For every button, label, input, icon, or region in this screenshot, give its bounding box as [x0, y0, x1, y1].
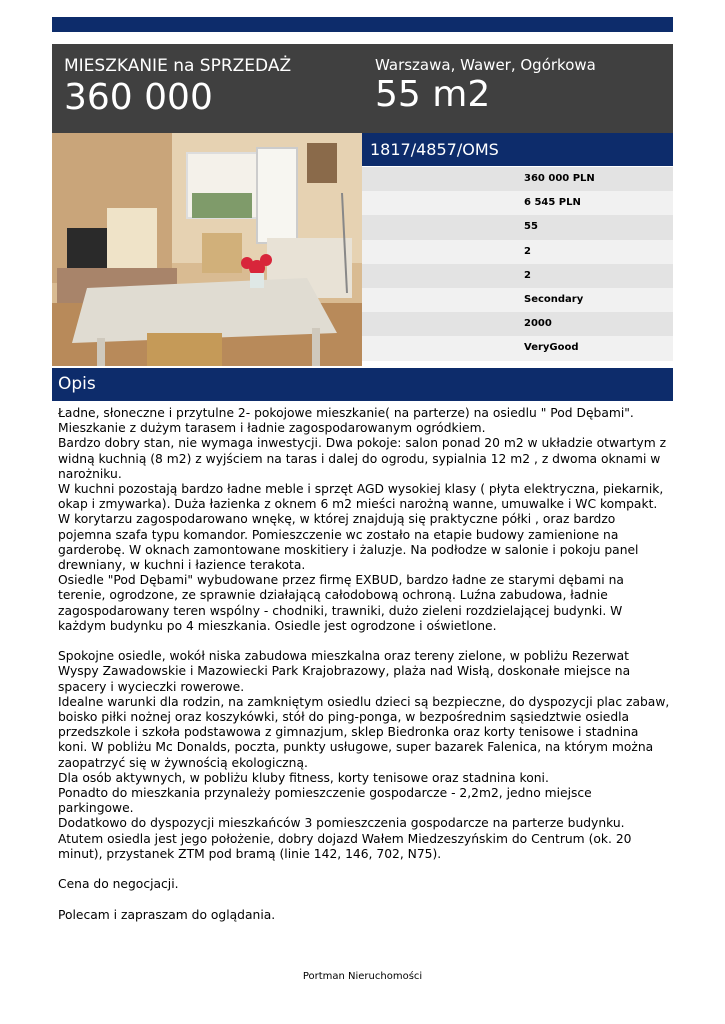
description-heading: Opis — [58, 374, 96, 394]
details-row — [362, 240, 673, 264]
description-line: Dla osób aktywnych, w pobliżu kluby fitness, korty tenisowe oraz stadnina koni. — [58, 770, 549, 785]
description-line: Bardzo dobry stan, nie wymaga inwestycji. Dwa pokoje: salon ponad 20 m2 w układzie otwartym z — [58, 436, 667, 451]
description-text — [58, 406, 670, 923]
description-line: przedszkole i szkoła podstawowa z gimnazjum, sklep Biedronka oraz korty tenisowe i stadnina — [58, 725, 639, 740]
listing-location: Warszawa, Wawer, Ogórkowa — [375, 56, 596, 74]
footer-agency: Portman Nieruchomości — [302, 971, 423, 982]
paragraph-gap — [58, 634, 670, 649]
listing-header — [52, 44, 673, 133]
description-line: terenie, ogrodzone, ze sprawnie działającą całodobową ochroną. Luźna zabudowa, ładnie — [58, 588, 608, 603]
description-line: spacery i wycieczki rowerowe. — [58, 679, 245, 694]
description-line: Polecam i zapraszam do oglądania. — [58, 907, 276, 922]
reference-bar — [362, 133, 673, 166]
details-value: 2 — [524, 269, 531, 281]
description-line: W korytarzu zagospodarowano wnękę, w której znajdują się praktyczne półki , oraz bardzo — [58, 512, 616, 527]
description-line: Idealne warunki dla rodzin, na zamkniętym osiedlu dzieci są bezpieczne, do dyspozycji plac zabaw, — [58, 694, 670, 709]
description-line: Osiedle "Pod Dębami" wybudowane przez firmę EXBUD, bardzo ładne ze starymi dębami na — [58, 573, 624, 588]
description-heading-bar — [52, 368, 673, 401]
property-photo — [52, 133, 362, 366]
description-line: Wyspy Zawadowskie i Mazowiecki Park Krajobrazowy, plaża nad Wisłą, doskonałe miejsce na — [58, 664, 631, 679]
description-line: garderobę. W oknach zamontowane moskitiery i żaluzje. Na podłodze w salonie i pokoju panel — [58, 542, 639, 557]
paragraph-gap — [58, 862, 670, 877]
details-value: 2 — [524, 245, 531, 257]
description-line: pojemna szafa typu komandor. Pomieszczenie wc zostało na etapie budowy zamienione na — [58, 527, 619, 542]
top-accent-bar — [52, 17, 673, 32]
details-row — [362, 215, 673, 239]
description-line: okap i zmywarka). Duża łazienka z oknem 6 m2 mieści narożną wanne, umuwalke i WC kompakt. — [58, 497, 658, 512]
description-line: widną kuchnią (8 m2) z wyjściem na taras i dalej do ogrodu, sypialnia 12 m2 , z dwoma oknami w — [58, 451, 661, 466]
description-line: W kuchni pozostają bardzo ładne meble i sprzęt AGD wysokiej klasy ( płyta elektryczna, piekarnik, — [58, 482, 664, 497]
details-row — [362, 288, 673, 312]
details-value: 6 545 PLN — [524, 197, 581, 209]
description-line: koni. W pobliżu Mc Donalds, poczta, punkty usługowe, super bazarek Falenica, na którym można — [58, 740, 654, 755]
details-row — [362, 264, 673, 288]
details-row — [362, 336, 673, 360]
details-row — [362, 167, 673, 191]
description-line: Atutem osiedla jest jego położenie, dobry dojazd Wałem Miedzeszyńskim do Centrum (ok. 20 — [58, 831, 632, 846]
description-line: Dodatkowo do dyspozycji mieszkańców 3 pomieszczenia gospodarcze na parterze budynku. — [58, 816, 625, 831]
details-table — [362, 167, 673, 361]
details-value: VeryGood — [524, 342, 579, 354]
listing-area: 55 m2 — [375, 74, 491, 115]
description-line: zagospodarowany teren wspólny - chodniki, trawniki, dużo zieleni rozdzielającej budynki. W — [58, 603, 623, 618]
description-line: drewniany, w kuchni i łazience terakota. — [58, 558, 306, 573]
description-line: minut), przystanek ZTM pod bramą (linie 142, 146, 702, N75). — [58, 846, 442, 861]
details-value: 55 — [524, 221, 538, 233]
reference-number: 1817/4857/OMS — [370, 140, 499, 159]
details-value: Secondary — [524, 293, 584, 305]
details-value: 360 000 PLN — [524, 173, 595, 184]
details-value: 2000 — [524, 318, 552, 330]
details-row — [362, 312, 673, 336]
description-line: Ładne, słoneczne i przytulne 2- pokojowe mieszkanie( na parterze) na osiedlu " Pod Dębami". — [58, 406, 634, 420]
description-line: Ponadto do mieszkania przynależy pomieszczenie gospodarcze - 2,2m2, jedno miejsce parkingowe. — [58, 786, 592, 816]
description-line: narożniku. — [58, 466, 122, 481]
details-row — [362, 191, 673, 215]
listing-type: MIESZKANIE na SPRZEDAŻ — [64, 56, 292, 76]
description-line: Mieszkanie z dużym tarasem i ładnie zagospodarowanym ogródkiem. — [58, 421, 486, 436]
description-line: Spokojne osiedle, wokół niska zabudowa mieszkalna oraz tereny zielone, w pobliżu Rezerwat — [58, 649, 629, 664]
description-line: każdym budynku po 4 mieszkania. Osiedle jest ogrodzone i oświetlone. — [58, 618, 497, 633]
description-line: boisko piłki nożnej oraz koszykówki, stół do ping-ponga, w bezpośrednim sąsiedztwie osiedla — [58, 710, 630, 725]
living-room-image — [52, 133, 362, 366]
description-line: zaopatrzyć się w żywnością ekologiczną. — [58, 755, 308, 770]
listing-price: 360 000 — [64, 77, 213, 118]
description-line: Cena do negocjacji. — [58, 877, 179, 892]
paragraph-gap — [58, 892, 670, 907]
